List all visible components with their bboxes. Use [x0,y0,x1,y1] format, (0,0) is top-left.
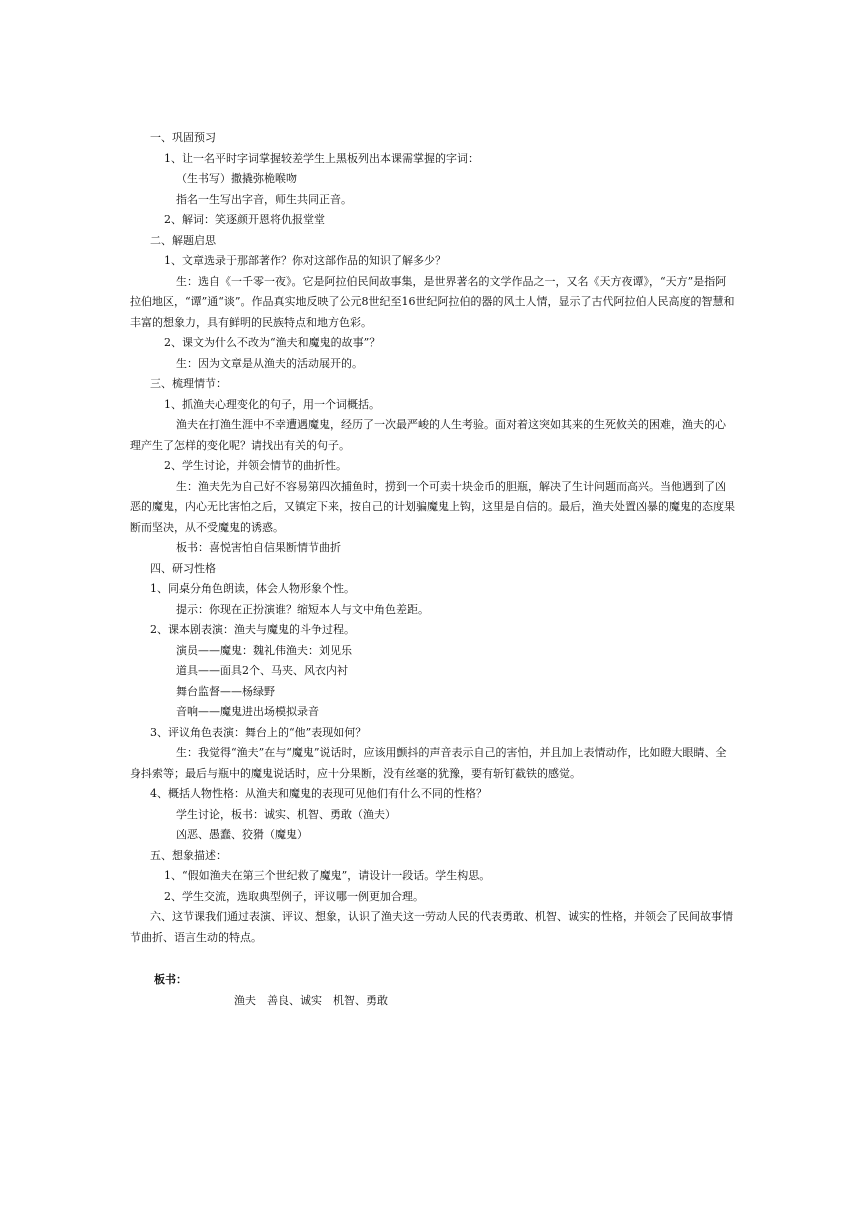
list-item: 2、课本剧表演：渔夫与魔鬼的斗争过程。 [150,623,355,636]
list-item: 凶恶、愚蠢、狡猾（魔鬼） [176,828,308,841]
list-item: 1、抓渔夫心理变化的句子，用一个词概括。 [164,397,380,411]
list-item: 2、学生讨论，并领会情节的曲折性。 [164,459,347,472]
lesson-plan-body [130,128,736,1011]
list-item: 学生讨论，板书：诚实、机智、勇敢（渔夫） [176,807,396,821]
list-item: 道具——面具2个、马夹、风衣内衬 [176,664,348,677]
section-heading-3: 三、梳理情节： [150,377,227,390]
list-item: （生书写）撒撬弥桅喉吻 [176,172,297,185]
section-heading-6: 六、这节课我们通过表演、评议、想象，认识了渔夫这一劳动人民的代表勇敢、机智、诚实的性格，并领会了民间故事情节曲折、语言生动的特点。 [130,910,733,944]
list-item: 3、评议角色表演：舞台上的“他”表现如何？ [150,725,367,739]
paragraph: 生：渔夫先为自己好不容易第四次捕鱼时，捞到一个可卖十块金币的胆瓶，解决了生计问题而高兴。当他遇到了凶恶的魔鬼，内心无比害怕之后，又镇定下来，按自己的计划骗魔鬼上钩，这里是自信的。最后，渔夫处置凶暴的魔鬼的态度果断而坚决，从不受魔鬼的诱惑。 [130,479,735,534]
section-heading-5: 五、想象描述： [150,848,227,862]
list-item: 2、解词：笑逐颜开恩将仇报堂堂 [164,213,325,226]
section-heading-1: 一、巩固预习 [150,131,216,144]
list-item: 2、学生交流，选取典型例子，评议哪一例更加合理。 [164,889,424,903]
list-item: 提示：你现在正扮演谁？缩短本人与文中角色差距。 [176,602,429,616]
section-heading-4: 四、研习性格 [150,561,216,575]
paragraph: 生：选自《一千零一夜》。它是阿拉伯民间故事集，是世界著名的文学作品之一，又名《天方夜谭》，“天方”是指阿拉伯地区，“谭”通“谈”。作品真实地反映了公元8世纪至16世纪阿拉伯的器的风土人情，显示了古代阿拉伯人民高度的智慧和丰富的想象力，具有鲜明的民族特点和地方色彩。 [130,274,735,329]
list-item: 1、让一名平时字词掌握较差学生上黑板列出本课需掌握的字词： [164,151,479,165]
board-summary-line: 渔夫 善良、诚实 机智、勇敢 [234,993,388,1007]
paragraph: 生：我觉得“渔夫”在与“魔鬼”说话时，应该用颤抖的声音表示自己的害怕，并且加上表情动作，比如瞪大眼睛、全身抖索等；最后与瓶中的魔鬼说话时，应十分果断，没有丝毫的犹豫，要有斩钉截铁的感觉。 [130,746,727,780]
list-item: 指名一生写出字音，师生共同正音。 [176,192,352,206]
list-item: 舞台监督——杨绿野 [176,684,275,698]
list-item: 生：因为文章是从渔夫的活动展开的。 [176,356,363,370]
list-item: 4、概括人物性格：从渔夫和魔鬼的表现可见他们有什么不同的性格？ [150,787,487,800]
board-title: 板书： [154,973,187,986]
list-item: 音响——魔鬼进出场模拟录音 [176,705,319,718]
list-item: 1、“假如渔夫在第三个世纪救了魔鬼”，请设计一段话。学生构思。 [164,869,491,882]
list-item: 1、同桌分角色朗读，体会人物形象个性。 [150,582,355,595]
list-item: 板书：喜悦害怕自信果断情节曲折 [176,541,341,554]
list-item: 2、课文为什么不改为“渔夫和魔鬼的故事”？ [164,336,381,349]
section-heading-2: 二、解题启思 [150,233,216,247]
list-item: 1、文章选录于那部著作？你对这部作品的知识了解多少？ [164,254,446,267]
spacer [130,948,736,970]
list-item: 演员——魔鬼：魏礼伟渔夫：刘见乐 [176,643,352,657]
paragraph: 渔夫在打渔生涯中不幸遭遇魔鬼，经历了一次最严峻的人生考验。面对着这突如其来的生死攸关的困难，渔夫的心理产生了怎样的变化呢？请找出有关的句子。 [130,418,726,452]
